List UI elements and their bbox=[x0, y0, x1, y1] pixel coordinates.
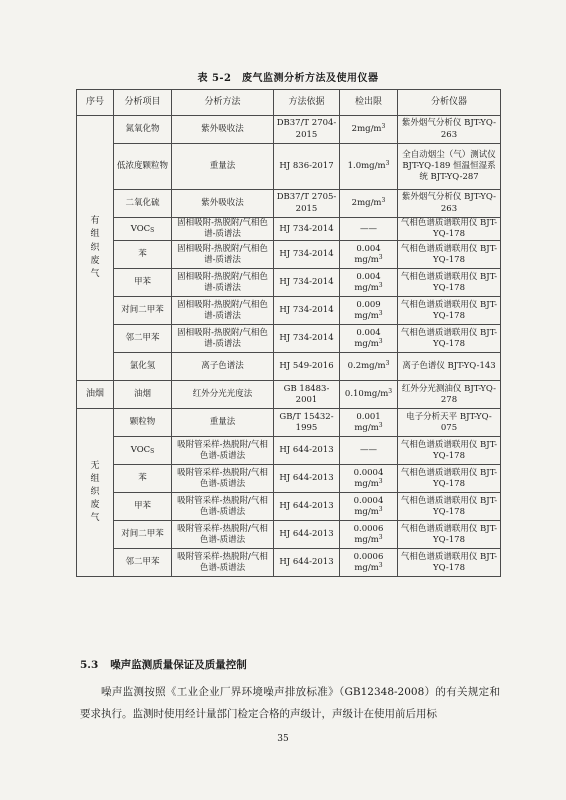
method-cell: 吸附管采样-热脱附/气相色谱-质谱法 bbox=[172, 437, 274, 465]
limit-cell bbox=[340, 409, 398, 437]
limit-unit-exponent: 3 bbox=[385, 159, 390, 167]
instrument-cell: 紫外烟气分析仪 BJT-YQ-263 bbox=[398, 190, 501, 218]
table-row bbox=[77, 437, 501, 465]
limit-cell bbox=[340, 190, 398, 218]
table-header-row bbox=[77, 90, 501, 116]
table-row bbox=[77, 465, 501, 493]
item-cell: 低浓度颗粒物 bbox=[114, 144, 172, 190]
section-heading bbox=[80, 657, 247, 672]
limit-unit-exponent: 3 bbox=[385, 360, 390, 368]
limit-value: 0.10mg/m bbox=[344, 389, 389, 400]
limit-cell bbox=[340, 521, 398, 549]
header-limit: 检出限 bbox=[340, 90, 398, 116]
instrument-cell: 气相色谱质谱联用仪 BJT-YQ-178 bbox=[398, 521, 501, 549]
limit-unit-exponent: 3 bbox=[378, 421, 383, 429]
limit-value: 0.0004 mg/m bbox=[353, 495, 384, 517]
limit-cell bbox=[340, 465, 398, 493]
item-cell: $VOC_S$ bbox=[114, 218, 172, 241]
basis-cell: HJ 734-2014 bbox=[274, 325, 340, 353]
limit-cell bbox=[340, 116, 398, 144]
limit-unit-exponent: 3 bbox=[378, 505, 383, 513]
limit-value: 0.0006 mg/m bbox=[353, 523, 384, 545]
item-cell: 氮氧化物 bbox=[114, 116, 172, 144]
body-paragraph: 噪声监测按照《工业企业厂界环境噪声排放标准》（GB12348-2008）的有关规定和要求执行。监测时使用经计量部门检定合格的声级计，声级计在使用前后用标 bbox=[80, 686, 500, 720]
header-basis: 方法依据 bbox=[274, 90, 340, 116]
basis-cell: HJ 644-2013 bbox=[274, 437, 340, 465]
limit-value: 0.004 mg/m bbox=[354, 327, 381, 349]
limit-value: —— bbox=[360, 445, 377, 456]
method-cell: 重量法 bbox=[172, 409, 274, 437]
page-number: 35 bbox=[277, 734, 289, 744]
item-cell: 甲苯 bbox=[114, 493, 172, 521]
instrument-cell: 气相色谱质谱联用仪 BJT-YQ-178 bbox=[398, 325, 501, 353]
limit-cell bbox=[340, 269, 398, 297]
method-cell: 固相吸附-热脱附/气相色谱-质谱法 bbox=[172, 325, 274, 353]
limit-cell bbox=[340, 353, 398, 381]
instrument-cell: 气相色谱质谱联用仪 BJT-YQ-178 bbox=[398, 269, 501, 297]
method-cell: 固相吸附-热脱附/气相色谱-质谱法 bbox=[172, 218, 274, 241]
limit-unit-exponent: 3 bbox=[378, 561, 383, 569]
limit-cell bbox=[340, 144, 398, 190]
method-cell: 吸附管采样-热脱附/气相色谱-质谱法 bbox=[172, 549, 274, 577]
limit-unit-exponent: 3 bbox=[378, 477, 383, 485]
basis-cell: DB37/T 2705-2015 bbox=[274, 190, 340, 218]
item-cell: 苯 bbox=[114, 465, 172, 493]
instrument-cell: 电子分析天平 BJT-YQ-075 bbox=[398, 409, 501, 437]
table-body bbox=[77, 116, 501, 577]
item-cell: 苯 bbox=[114, 241, 172, 269]
basis-cell: HJ 734-2014 bbox=[274, 241, 340, 269]
table-row bbox=[77, 144, 501, 190]
method-cell: 吸附管采样-热脱附/气相色谱-质谱法 bbox=[172, 493, 274, 521]
table-row bbox=[77, 325, 501, 353]
limit-cell bbox=[340, 325, 398, 353]
table-row bbox=[77, 521, 501, 549]
table-row bbox=[77, 493, 501, 521]
item-cell: $VOC_S$ bbox=[114, 437, 172, 465]
instrument-cell: 气相色谱质谱联用仪 BJT-YQ-178 bbox=[398, 297, 501, 325]
table-row bbox=[77, 218, 501, 241]
item-cell: 对间二甲苯 bbox=[114, 297, 172, 325]
monitoring-methods-table bbox=[76, 89, 501, 577]
item-cell: 颗粒物 bbox=[114, 409, 172, 437]
method-cell: 紫外吸收法 bbox=[172, 190, 274, 218]
basis-cell: GB 18483-2001 bbox=[274, 381, 340, 409]
method-cell: 紫外吸收法 bbox=[172, 116, 274, 144]
limit-value: 0.004 mg/m bbox=[354, 243, 381, 265]
limit-unit-exponent: 3 bbox=[381, 196, 386, 204]
section-number: 5.3 bbox=[80, 659, 99, 671]
section-title: 噪声监测质量保证及质量控制 bbox=[110, 659, 247, 671]
limit-unit-exponent: 3 bbox=[378, 337, 383, 345]
item-cell: 氯化氢 bbox=[114, 353, 172, 381]
basis-cell: DB37/T 2704-2015 bbox=[274, 116, 340, 144]
limit-unit-exponent: 3 bbox=[378, 253, 383, 261]
limit-unit-exponent: 3 bbox=[381, 122, 386, 130]
limit-unit-exponent: 3 bbox=[378, 281, 383, 289]
header-no: 序号 bbox=[77, 90, 114, 116]
basis-cell: GB/T 15432-1995 bbox=[274, 409, 340, 437]
limit-cell bbox=[340, 493, 398, 521]
item-cell: 邻二甲苯 bbox=[114, 549, 172, 577]
limit-value: 0.009 mg/m bbox=[354, 299, 381, 321]
limit-cell bbox=[340, 241, 398, 269]
header-instrument: 分析仪器 bbox=[398, 90, 501, 116]
method-cell: 红外分光光度法 bbox=[172, 381, 274, 409]
basis-cell: HJ 734-2014 bbox=[274, 269, 340, 297]
limit-value: 2mg/m bbox=[351, 123, 382, 134]
instrument-cell: 紫外烟气分析仪 BJT-YQ-263 bbox=[398, 116, 501, 144]
instrument-cell: 全自动烟尘（气）测试仪 BJT-YQ-189 恒温恒湿系统 BJT-YQ-287 bbox=[398, 144, 501, 190]
method-cell: 重量法 bbox=[172, 144, 274, 190]
table-row bbox=[77, 353, 501, 381]
limit-cell bbox=[340, 437, 398, 465]
instrument-cell: 气相色谱质谱联用仪 BJT-YQ-178 bbox=[398, 218, 501, 241]
limit-unit-exponent: 3 bbox=[378, 533, 383, 541]
instrument-cell: 气相色谱质谱联用仪 BJT-YQ-178 bbox=[398, 493, 501, 521]
method-cell: 吸附管采样-热脱附/气相色谱-质谱法 bbox=[172, 521, 274, 549]
limit-value: 0.2mg/m bbox=[347, 361, 386, 372]
category-cell: 油烟 bbox=[77, 381, 114, 409]
limit-cell bbox=[340, 381, 398, 409]
limit-cell bbox=[340, 549, 398, 577]
limit-unit-exponent: 3 bbox=[378, 309, 383, 317]
table-row bbox=[77, 381, 501, 409]
limit-cell bbox=[340, 297, 398, 325]
basis-cell: HJ 644-2013 bbox=[274, 549, 340, 577]
item-cell: 邻二甲苯 bbox=[114, 325, 172, 353]
limit-value: 2mg/m bbox=[351, 197, 382, 208]
item-cell: 对间二甲苯 bbox=[114, 521, 172, 549]
method-cell: 吸附管采样-热脱附/气相色谱-质谱法 bbox=[172, 465, 274, 493]
item-cell: 油烟 bbox=[114, 381, 172, 409]
basis-cell: HJ 644-2013 bbox=[274, 521, 340, 549]
item-cell: 甲苯 bbox=[114, 269, 172, 297]
method-cell: 固相吸附-热脱附/气相色谱-质谱法 bbox=[172, 241, 274, 269]
category-cell: 有组织废气 bbox=[77, 116, 114, 381]
table-caption: 表 5-2 废气监测分析方法及使用仪器 bbox=[197, 73, 379, 84]
limit-value: 0.004 mg/m bbox=[354, 271, 381, 293]
method-cell: 离子色谱法 bbox=[172, 353, 274, 381]
limit-value: 0.0006 mg/m bbox=[353, 551, 384, 573]
limit-unit-exponent: 3 bbox=[388, 388, 393, 396]
basis-cell: HJ 734-2014 bbox=[274, 297, 340, 325]
limit-cell bbox=[340, 218, 398, 241]
table-row bbox=[77, 297, 501, 325]
limit-value: 0.0004 mg/m bbox=[353, 467, 384, 489]
category-cell: 无组织废气 bbox=[77, 409, 114, 577]
table-row bbox=[77, 269, 501, 297]
limit-value: 1.0mg/m bbox=[347, 160, 386, 171]
limit-value: 0.001 mg/m bbox=[354, 411, 381, 433]
instrument-cell: 气相色谱质谱联用仪 BJT-YQ-178 bbox=[398, 465, 501, 493]
table-row bbox=[77, 116, 501, 144]
instrument-cell: 气相色谱质谱联用仪 BJT-YQ-178 bbox=[398, 241, 501, 269]
instrument-cell: 气相色谱质谱联用仪 BJT-YQ-178 bbox=[398, 437, 501, 465]
header-method: 分析方法 bbox=[172, 90, 274, 116]
table-row bbox=[77, 190, 501, 218]
method-cell: 固相吸附-热脱附/气相色谱-质谱法 bbox=[172, 269, 274, 297]
instrument-cell: 红外分光测油仪 BJT-YQ-278 bbox=[398, 381, 501, 409]
limit-value: —— bbox=[360, 223, 377, 234]
method-cell: 固相吸附-热脱附/气相色谱-质谱法 bbox=[172, 297, 274, 325]
basis-cell: HJ 734-2014 bbox=[274, 218, 340, 241]
header-item: 分析项目 bbox=[114, 90, 172, 116]
item-cell: 二氧化硫 bbox=[114, 190, 172, 218]
basis-cell: HJ 549-2016 bbox=[274, 353, 340, 381]
table-row bbox=[77, 409, 501, 437]
table-row bbox=[77, 241, 501, 269]
basis-cell: HJ 836-2017 bbox=[274, 144, 340, 190]
table-row bbox=[77, 549, 501, 577]
basis-cell: HJ 644-2013 bbox=[274, 493, 340, 521]
basis-cell: HJ 644-2013 bbox=[274, 465, 340, 493]
instrument-cell: 气相色谱质谱联用仪 BJT-YQ-178 bbox=[398, 549, 501, 577]
instrument-cell: 离子色谱仪 BJT-YQ-143 bbox=[398, 353, 501, 381]
